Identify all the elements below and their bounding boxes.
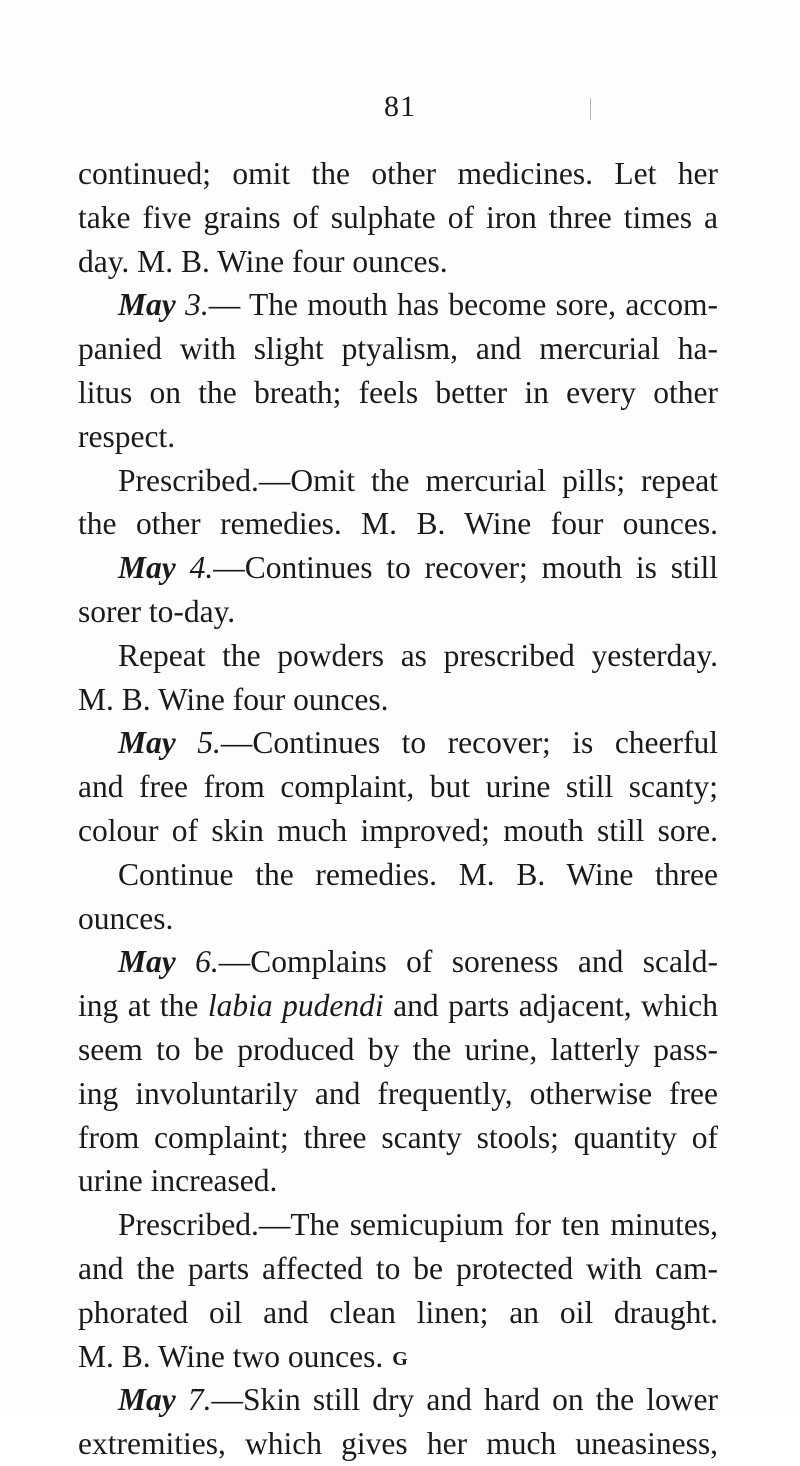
line-text: Continue the remedies. M. B. Wine three (118, 856, 718, 892)
text-line (78, 196, 718, 240)
line-text: urine increased. (78, 1163, 278, 1199)
line-text: day. M. B. Wine four ounces. (78, 243, 448, 279)
line-text: continued; omit the other medicines. Let her (78, 156, 718, 191)
entry-date: May (118, 550, 176, 586)
line-text: ing at the (78, 988, 199, 1024)
entry-date: May (118, 725, 176, 761)
line-text: —Continues to recover; is cheerful (220, 725, 718, 761)
line-text: respect. (78, 418, 176, 454)
text-line (78, 1378, 718, 1422)
text-line (78, 809, 718, 853)
page-body (78, 152, 718, 1466)
text-line (78, 1116, 718, 1160)
entry-date: May (118, 1382, 176, 1418)
text-line (78, 546, 718, 590)
line-text: — The mouth has become sore, accom- (208, 287, 718, 323)
line-text: litus on the breath; feels better in every other (78, 374, 718, 410)
text-line (78, 502, 718, 546)
line-text: Prescribed.—Omit the mercurial pills; repeat (118, 462, 718, 498)
text-line (78, 459, 718, 503)
text-line (78, 371, 718, 415)
line-text: ing involuntarily and frequently, otherwise free (78, 1075, 718, 1111)
text-line (78, 1072, 718, 1116)
text-line (78, 940, 718, 984)
line-text: phorated oil and clean linen; an oil draught. (78, 1294, 718, 1330)
text-line (78, 1159, 718, 1203)
text-line (78, 765, 718, 809)
line-text: —Skin still dry and hard on the lower (211, 1382, 719, 1418)
text-line (78, 1247, 718, 1291)
line-text: from complaint; three scanty stools; quantity of (78, 1119, 718, 1155)
text-line (78, 590, 718, 634)
line-text: Prescribed.—The semicupium for ten minutes, (118, 1207, 718, 1243)
text-line (78, 283, 718, 327)
text-line (78, 327, 718, 371)
line-text: panied with slight ptyalism, and mercurial ha- (78, 331, 718, 367)
text-line (78, 1291, 718, 1335)
text-line (78, 240, 718, 284)
line-text: —Continues to recover; mouth is still (213, 550, 719, 586)
italic-term: labia pudendi (207, 988, 384, 1024)
line-text: Repeat the powders as prescribed yesterday. (118, 637, 718, 673)
page-number: 81 (384, 90, 416, 123)
text-line (78, 1422, 718, 1466)
text-line (78, 634, 718, 678)
line-text: M. B. Wine two ounces. (78, 1338, 384, 1374)
line-text: the other remedies. M. B. Wine four ounces. (78, 506, 718, 542)
text-line (78, 1028, 718, 1072)
line-text: extremities, which gives her much uneasiness, (78, 1426, 718, 1462)
line-text: and free from complaint, but urine still scanty; (78, 769, 718, 805)
entry-day: 6. (195, 944, 219, 980)
signature-mark: G (392, 1348, 408, 1370)
text-line (78, 984, 718, 1028)
line-text: and the parts affected to be protected with cam- (78, 1250, 718, 1286)
text-line (78, 721, 718, 765)
text-line (78, 678, 718, 722)
entry-day: 7. (187, 1382, 212, 1418)
line-text: M. B. Wine four ounces. (78, 681, 389, 717)
entry-day: 5. (197, 725, 221, 761)
line-text: —Complains of soreness and scald- (218, 944, 718, 980)
line-text: take five grains of sulphate of iron three times a (78, 199, 718, 235)
entry-date: May (118, 287, 176, 323)
text-line (78, 152, 718, 196)
entry-day: 3. (185, 287, 209, 323)
line-text: seem to be produced by the urine, latterly pass- (78, 1031, 718, 1067)
text-line (78, 853, 718, 897)
text-line (78, 897, 718, 941)
line-text: ounces. (78, 900, 174, 936)
line-text: colour of skin much improved; mouth still sore. (78, 812, 718, 848)
line-text: sorer to-day. (78, 593, 236, 629)
entry-day: 4. (189, 550, 214, 586)
text-line (78, 1203, 718, 1247)
line-text: and parts adjacent, which (393, 988, 719, 1024)
text-line (78, 415, 718, 459)
entry-date: May (118, 944, 176, 980)
